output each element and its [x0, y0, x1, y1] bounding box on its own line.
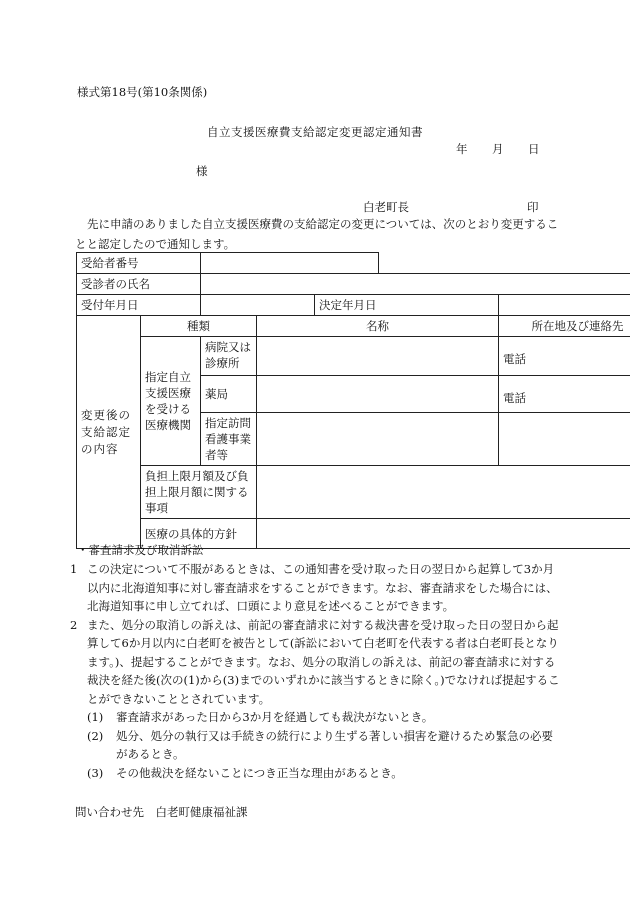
patient-name-label: 受診者の氏名 [77, 274, 201, 295]
col-name-header: 名称 [257, 316, 499, 337]
received-date-label: 受付年月日 [77, 295, 201, 316]
addressee-suffix: 様 [196, 164, 208, 178]
appeal-heading: ・審査請求及び取消訴訟 [77, 543, 204, 557]
paragraph-text: この決定について不服があるときは、この通知書を受け取った日の翌日から起算して3か月以内に北海道知事に対し審査請求をすることができます。なお、審査請求をした場合には、北海道知事に申し立てれば、口頭により意見を述べることができます。 [87, 562, 558, 613]
pharmacy-label: 薬局 [201, 376, 257, 413]
decision-date-label: 決定年月日 [315, 295, 499, 316]
appeal-item [70, 727, 560, 764]
col-address-header: 所在地及び連絡先 [499, 316, 630, 337]
form-number: 様式第18号(第10条関係) [77, 85, 208, 99]
issuer-mayor: 白老町長 [363, 200, 409, 214]
hospital-contact-value [499, 337, 630, 376]
date-year-label: 年 [456, 142, 468, 156]
document-title: 自立支援医療費支給認定変更認定通知書 [207, 125, 423, 139]
item-text: 審査請求があった日から3か月を経過しても裁決がないとき。 [116, 710, 434, 724]
copay-limit-label: 負担上限月額及び負担上限月額に関する事項 [141, 466, 257, 519]
item-number: (3) [87, 765, 104, 780]
blank-cell [379, 253, 630, 274]
phone-label: 電話 [503, 352, 526, 366]
item-text: その他裁決を経ないことにつき正当な理由があるとき。 [116, 765, 403, 780]
patient-name-value [201, 274, 630, 295]
appeal-paragraph-2 [70, 616, 560, 709]
recipient-number-value [201, 253, 379, 274]
seal-mark: 印 [527, 200, 539, 214]
pharmacy-contact-value [499, 376, 630, 413]
paragraph-number: 2 [70, 617, 78, 632]
item-text: 処分、処分の執行又は手続きの続行により生ずる著しい損害を避けるため緊急の必要があるとき。 [116, 728, 553, 761]
contact-info: 問い合わせ先 白老町健康福祉課 [75, 805, 248, 819]
hospital-name-value [257, 337, 499, 376]
paragraph-number: 1 [70, 562, 78, 576]
nursing-contact-value [499, 413, 630, 466]
treatment-policy-value [257, 519, 630, 549]
appeal-item [70, 708, 560, 727]
col-type-header: 種類 [141, 316, 257, 337]
treatment-policy-label: 医療の具体的方針 [141, 519, 257, 549]
phone-label: 電話 [503, 391, 526, 405]
item-number: (2) [87, 728, 104, 743]
appeal-paragraphs [70, 560, 560, 782]
copay-limit-value [257, 466, 630, 519]
hospital-label: 病院又は診療所 [201, 337, 257, 376]
changed-content-label: 変更後の支給認定の内容 [77, 316, 141, 549]
nursing-label: 指定訪問看護事業者等 [201, 413, 257, 466]
decision-date-value [499, 295, 630, 316]
designated-facility-label: 指定自立支援医療を受ける医療機関 [141, 337, 201, 466]
certification-table [76, 252, 630, 549]
intro-text: 先に申請のありました自立支援医療費の支給認定の変更については、次のとおり変更することと認定したので通知します。 [75, 217, 559, 251]
recipient-number-label: 受給者番号 [77, 253, 201, 274]
nursing-name-value [257, 413, 499, 466]
appeal-item [70, 764, 560, 783]
appeal-paragraph-1 [70, 560, 560, 616]
pharmacy-name-value [257, 376, 499, 413]
item-number: (1) [87, 710, 104, 724]
received-date-value [201, 295, 315, 316]
date-month-label: 月 [492, 142, 504, 156]
date-day-label: 日 [528, 142, 540, 156]
paragraph-text: また、処分の取消しの訴えは、前記の審査請求に対する裁決書を受け取った日の翌日から起算して6か月以内に白老町を被告として(訴訟において白老町を代表する者は白老町長となります。)、提起することができます。なお、処分の取消しの訴えは、前記の審査請求に対する裁決を経た後(次の(1)から(3)までのいずれかに該当するときに除く。)でなければ提起することができないこととされています。 [87, 617, 560, 706]
